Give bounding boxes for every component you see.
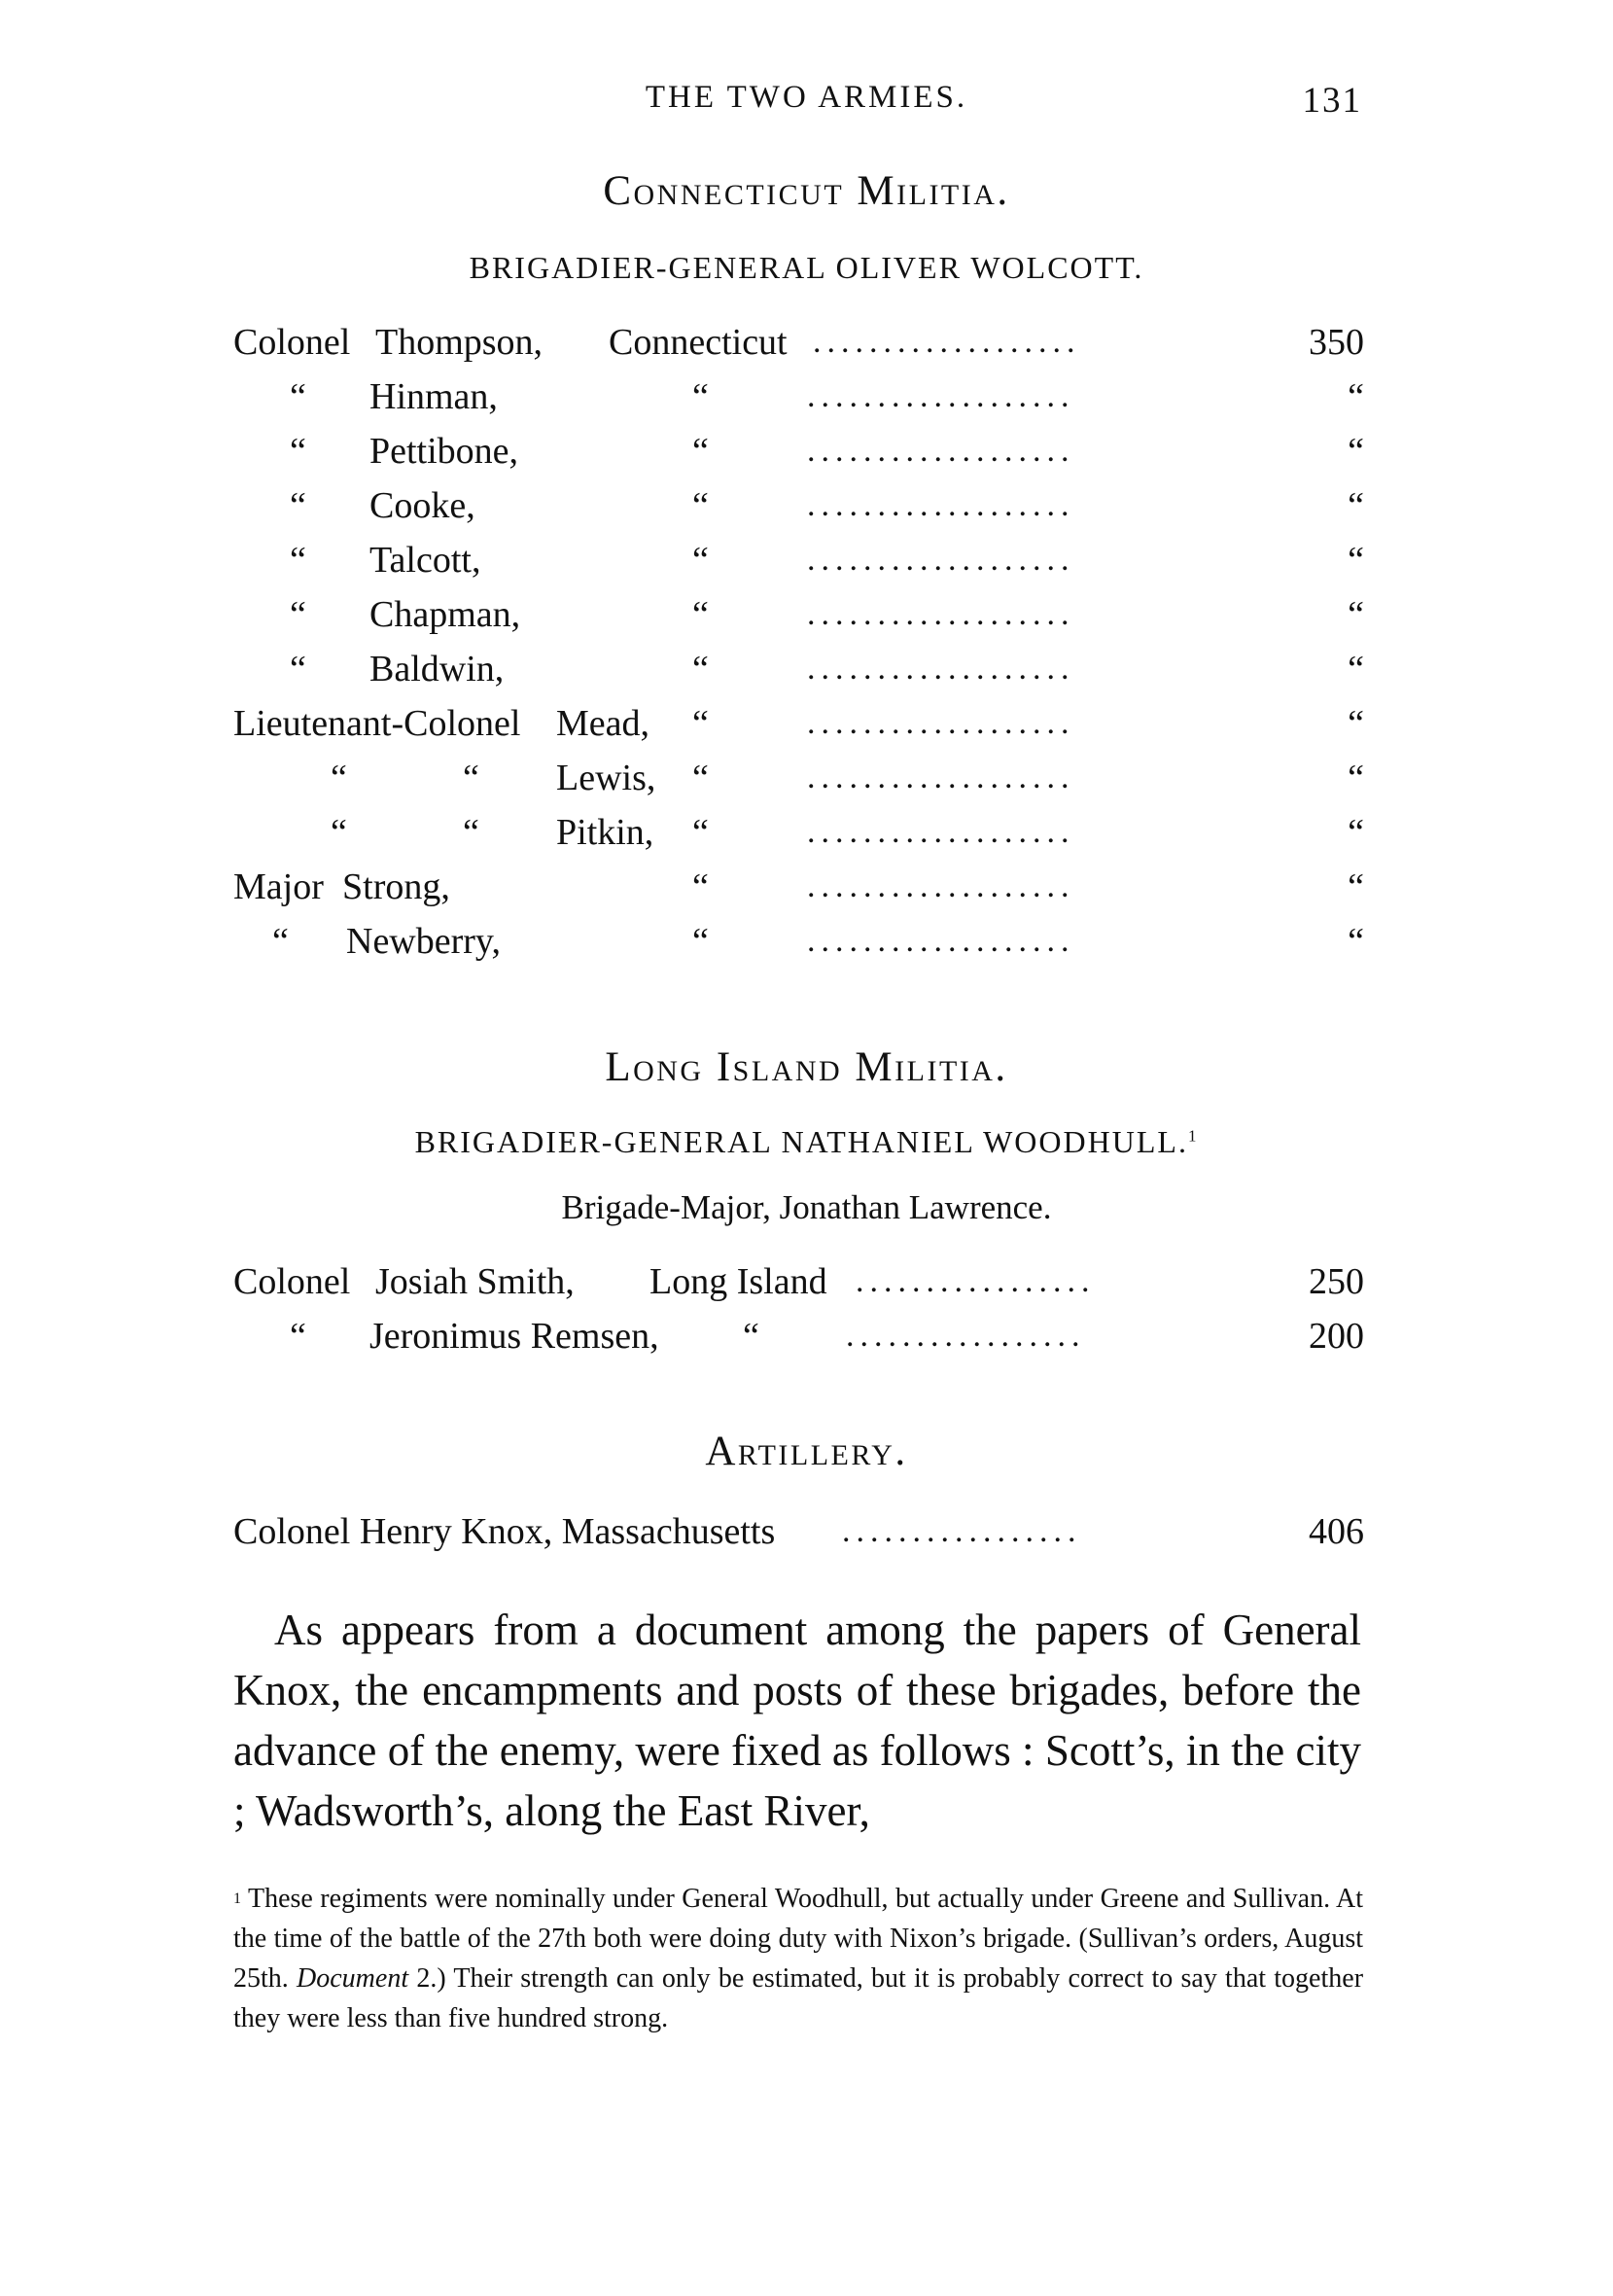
- officer-name: Pettibone,: [369, 431, 519, 472]
- leader-dots: .................: [856, 1263, 1096, 1299]
- state: “: [692, 703, 709, 744]
- leader-dots: ...................: [807, 814, 1075, 850]
- officer-name: Colonel Henry Knox, Massachusetts: [233, 1511, 776, 1552]
- strength-count: “: [1348, 649, 1364, 689]
- state: “: [692, 649, 709, 689]
- strength-count: “: [1348, 866, 1364, 907]
- table-row: [0, 642, 1613, 696]
- state: “: [692, 376, 709, 417]
- rank: “: [463, 758, 479, 798]
- officer-name: Chapman,: [369, 594, 521, 635]
- officer-name: Jeronimus Remsen,: [369, 1316, 659, 1357]
- table-row: [0, 478, 1613, 533]
- strength-count: 250: [1309, 1261, 1364, 1302]
- officer-name: Cooke,: [369, 485, 475, 526]
- long-island-roster: [0, 1254, 1613, 1363]
- state: “: [692, 921, 709, 962]
- strength-count: “: [1348, 812, 1364, 853]
- rank: “: [290, 1316, 306, 1357]
- table-row: [0, 1502, 1613, 1561]
- table-row: [0, 587, 1613, 642]
- section-title-long-island: Long Island Militia.: [605, 1044, 1008, 1090]
- leader-dots: ...................: [807, 705, 1075, 741]
- section-title-artillery: Artillery.: [705, 1429, 908, 1474]
- leader-dots: .................: [842, 1513, 1082, 1549]
- table-row: [0, 1254, 1613, 1309]
- body-paragraph-text: As appears from a document among the papers of General Knox, the encampments and posts of these brigades, before the advance of the enemy, were fixed as follows : Scott’s, in the city ; Wadsworth’s, along the East River,: [233, 1606, 1361, 1835]
- commander-woodhull: [0, 1124, 1613, 1160]
- leader-dots: ...................: [807, 651, 1075, 687]
- strength-count: “: [1348, 540, 1364, 581]
- rank: “: [463, 812, 479, 853]
- table-row: [0, 914, 1613, 969]
- rank: Colonel: [233, 1261, 351, 1302]
- strength-count: “: [1348, 703, 1364, 744]
- rank: Lieutenant-Colonel: [233, 703, 521, 744]
- table-row: [0, 696, 1613, 751]
- running-head: [0, 80, 1613, 128]
- state: “: [692, 758, 709, 798]
- rank: “: [290, 540, 306, 581]
- state: “: [692, 594, 709, 635]
- page-number: 131: [1302, 81, 1362, 121]
- state: “: [692, 431, 709, 472]
- rank: Colonel: [233, 322, 351, 363]
- leader-dots: ...................: [807, 487, 1075, 523]
- leader-dots: ...................: [807, 923, 1075, 959]
- state: “: [692, 540, 709, 581]
- running-title: THE TWO ARMIES.: [645, 80, 968, 115]
- state: “: [743, 1316, 759, 1357]
- section-title-connecticut: Connecticut Militia.: [603, 168, 1010, 214]
- footnote-marker: 1: [233, 1890, 241, 1907]
- footnote-italic: Document: [297, 1963, 409, 1994]
- table-row: [0, 533, 1613, 587]
- leader-dots: ...................: [807, 542, 1075, 578]
- officer-name: Newberry,: [346, 921, 501, 962]
- connecticut-roster: [0, 315, 1613, 969]
- commander-wolcott: BRIGADIER-GENERAL OLIVER WOLCOTT.: [469, 250, 1144, 285]
- rank: “: [290, 431, 306, 472]
- table-row: [0, 370, 1613, 424]
- leader-dots: ...................: [807, 596, 1075, 632]
- table-row: [0, 860, 1613, 914]
- strength-count: 200: [1309, 1316, 1364, 1357]
- state: “: [692, 866, 709, 907]
- officer-name: Pitkin,: [556, 812, 654, 853]
- leader-dots: ...................: [807, 868, 1075, 904]
- body-paragraph: [233, 1600, 1361, 1841]
- officer-name: Lewis,: [556, 758, 656, 798]
- rank: “: [290, 594, 306, 635]
- footnote: [233, 1879, 1363, 2038]
- rank: “: [331, 758, 347, 798]
- officer-name: Baldwin,: [369, 649, 505, 689]
- state: “: [692, 485, 709, 526]
- brigade-major: Brigade-Major, Jonathan Lawrence.: [561, 1188, 1052, 1226]
- strength-count: “: [1348, 485, 1364, 526]
- strength-count: “: [1348, 594, 1364, 635]
- table-row: [0, 1309, 1613, 1363]
- commander-name: BRIGADIER-GENERAL NATHANIEL WOODHULL.: [414, 1124, 1188, 1159]
- leader-dots: ...................: [813, 324, 1081, 360]
- footnote-text-end: 2.) Their strength can only be estimated, but it is probably correct to say that together they were less than five hundred strong.: [233, 1963, 1364, 2033]
- officer-name: Thompson,: [375, 322, 544, 363]
- strength-count: “: [1348, 376, 1364, 417]
- rank: “: [290, 376, 306, 417]
- table-row: [0, 424, 1613, 478]
- officer-name: Talcott,: [369, 540, 481, 581]
- table-row: [0, 315, 1613, 370]
- table-row: [0, 751, 1613, 805]
- footnote-text: These regiments were nominally under General Woodhull, but actually under Greene and Sullivan. At the time of the battle of the 27th both were doing duty with Nixon’s brigade. (Sullivan’s orders, August 25th.: [233, 1884, 1364, 1994]
- leader-dots: ...................: [807, 759, 1075, 795]
- officer-name: Strong,: [342, 866, 450, 907]
- state: “: [692, 812, 709, 853]
- leader-dots: .................: [846, 1318, 1086, 1354]
- table-row: [0, 805, 1613, 860]
- rank: “: [290, 485, 306, 526]
- rank: “: [290, 649, 306, 689]
- rank: Major: [233, 866, 324, 907]
- strength-count: “: [1348, 921, 1364, 962]
- leader-dots: ...................: [807, 433, 1075, 469]
- strength-count: “: [1348, 758, 1364, 798]
- strength-count: 350: [1309, 322, 1364, 363]
- strength-count: “: [1348, 431, 1364, 472]
- footnote-marker: 1: [1187, 1126, 1199, 1146]
- strength-count: 406: [1309, 1511, 1364, 1552]
- state: Connecticut: [609, 322, 788, 363]
- state: Long Island: [649, 1261, 827, 1302]
- leader-dots: ...................: [807, 378, 1075, 414]
- rank: “: [272, 921, 289, 962]
- officer-name: Mead,: [556, 703, 650, 744]
- rank: “: [331, 812, 347, 853]
- officer-name: Josiah Smith,: [375, 1261, 575, 1302]
- officer-name: Hinman,: [369, 376, 498, 417]
